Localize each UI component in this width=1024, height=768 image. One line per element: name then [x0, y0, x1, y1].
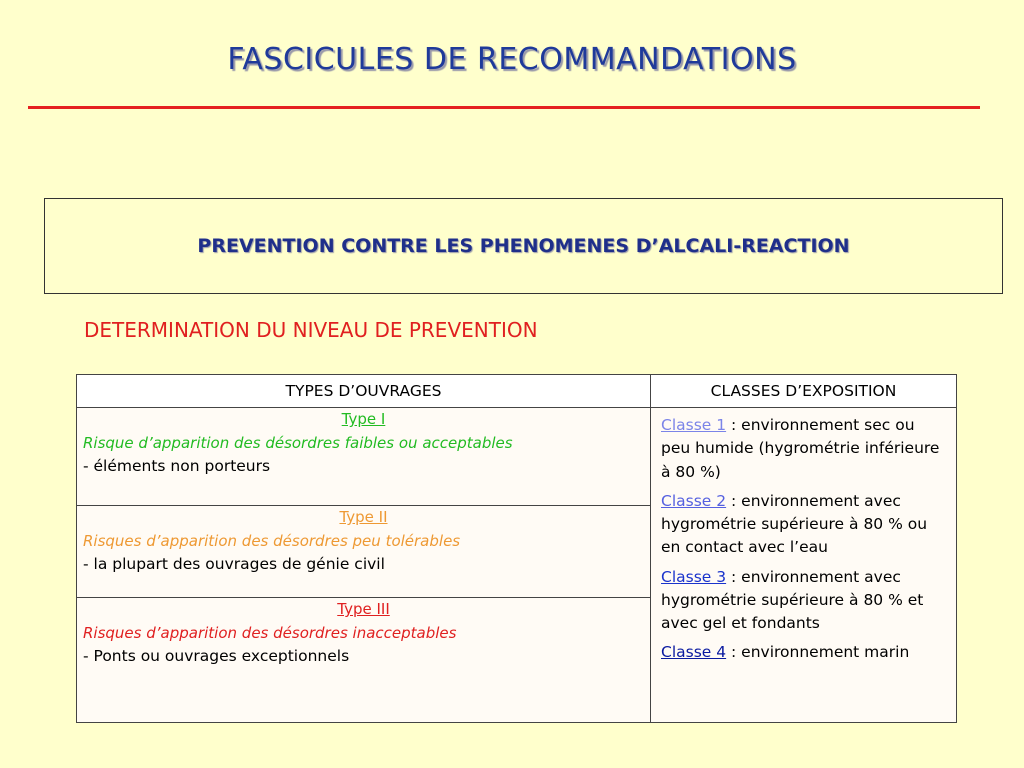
header-types: TYPES D’OUVRAGES [77, 375, 651, 408]
class-item [661, 641, 946, 664]
type-example: - la plupart des ouvrages de génie civil [83, 555, 385, 573]
class-item [661, 566, 946, 636]
type-cell-3 [77, 598, 651, 723]
section-frame [44, 198, 1003, 294]
prevention-table [76, 374, 957, 723]
type-name: Type III [337, 600, 390, 618]
class-label: Classe 1 [661, 416, 727, 434]
title-divider [28, 106, 980, 109]
type-cell-2 [77, 506, 651, 598]
section-title: PREVENTION CONTRE LES PHENOMENES D’ALCALI-REACTION [197, 235, 850, 257]
type-risk: Risques d’apparition des désordres inacceptables [83, 624, 457, 642]
table-header-row [77, 375, 957, 408]
class-item [661, 490, 946, 560]
type-name: Type I [341, 410, 386, 428]
type-name: Type II [339, 508, 388, 526]
class-label: Classe 4 [661, 643, 727, 662]
class-desc: : environnement marin [726, 643, 910, 662]
header-classes: CLASSES D’EXPOSITION [651, 375, 957, 408]
type-example: - Ponts ou ouvrages exceptionnels [83, 647, 350, 665]
slide-title: FASCICULES DE RECOMMANDATIONS [227, 42, 797, 77]
subheading: DETERMINATION DU NIVEAU DE PREVENTION [84, 318, 538, 342]
classes-cell [651, 408, 957, 723]
class-desc: : environnement avec hygrométrie supérieure à 80 % ou en contact avec l’eau [661, 491, 928, 557]
class-item [661, 414, 946, 484]
type-risk: Risque d’apparition des désordres faibles ou acceptables [83, 434, 513, 452]
table-row [77, 408, 957, 506]
class-label: Classe 2 [661, 491, 727, 510]
type-cell-1 [77, 408, 651, 506]
type-example: - éléments non porteurs [83, 457, 271, 475]
class-label: Classe 3 [661, 567, 727, 586]
class-desc: : environnement sec ou peu humide (hygrométrie inférieure à 80 %) [661, 416, 940, 481]
type-risk: Risques d’apparition des désordres peu tolérables [83, 532, 461, 550]
class-desc: : environnement avec hygrométrie supérieure à 80 % et avec gel et fondants [661, 567, 924, 632]
